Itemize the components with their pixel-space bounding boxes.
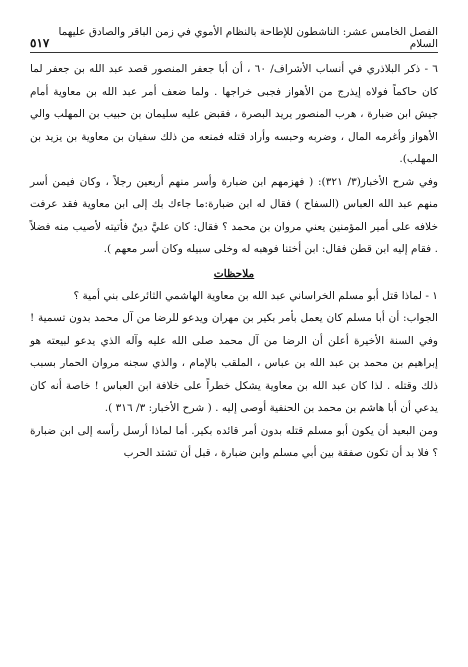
note-question: ١ - لماذا قتل أبو مسلم الخراساني عبد الله بن معاوية الهاشمي الثائرعلى بني أمية ؟ — [73, 289, 438, 302]
notes-heading: ملاحظات — [213, 267, 255, 280]
paragraph-baladhuri: ٦ - ذكر البلاذري في أنساب الأشراف/ ٦٠ ، أن أبا جعفر المنصور قصد عبد الله بن جعفر لما كان حاكماً فولاه إيذرج من الأهواز فجبى خراجها . ولما ضعف أمر عبد الله بن معاوية أمام جيش ابن ضبارة ، هرب المنصور يريد البصرة ، فقبض عليه سليمان بن حبيب بن المهلب والي الأهواز وأغرمه المال ، وضربه وحبسه وأراد قتله فمنعه من ذلك سفيان بن معاوية بن يزيد بن المهلب). — [30, 63, 438, 165]
running-header — [30, 26, 438, 53]
paragraph-sharh-akhbar: وفي شرح الأخبار(٣/ ٣٢١): ( فهزمهم ابن ضبارة وأسر منهم أربعين رجلاً ، وكان فيمن أسر منهم عبد الله العباس (السفاح ) فقال له ابن ضبارة:ما جاءك بك إلى ابن معاوية فقد عرفت خلافه على أمير المؤمنين يعني مروان بن محمد ؟ فقال: كان عليَّ دينٌ فأتيته لأصيب منه فضلاً . فقام إليه ابن قطن فقال: ابن أختنا فوهبه له وخلى سبيله وكان أسر معهم ). — [30, 175, 439, 255]
page-number: ٥١٧ — [30, 36, 50, 50]
running-title: الفصل الخامس عشر: الناشطون للإطاحة بالنظام الأموي في زمن الباقر والصادق عليهما السلام — [58, 26, 438, 50]
note-continuation: ومن البعيد أن يكون أبو مسلم قتله بدون أمر قائده بكير. أما لماذا أرسل رأسه إلى ابن ضبارة ؟ فلا بد أن تكون صفقة بين أبي مسلم وابن ضبارة ، قبل أن تشتد الحرب — [30, 424, 438, 459]
note-answer: الجواب: أن أبا مسلم كان يعمل بأمر بكير بن مهران ويدعو للرضا من آل محمد بدون تسمية ! وفي السنة الأخيرة أعلن أن الرضا من آل محمد صلى الله عليه وآله الذي يدعو لبيعته هو إبراهيم بن محمد بن عبد الله بن عباس ، الملقب بالإمام ، والذي سجنه مروان الحمار بسبب ذلك وقتله . لذا كان عبد الله بن معاوية يشكل خطراً على خلافة ابن العباس ! خاصة أنه كان يدعي أن أبا هاشم بن محمد بن الحنفية أوصى إليه . ( شرح الأخبار: ٣/ ٣١٦ ). — [30, 312, 438, 414]
page-body — [30, 58, 438, 465]
